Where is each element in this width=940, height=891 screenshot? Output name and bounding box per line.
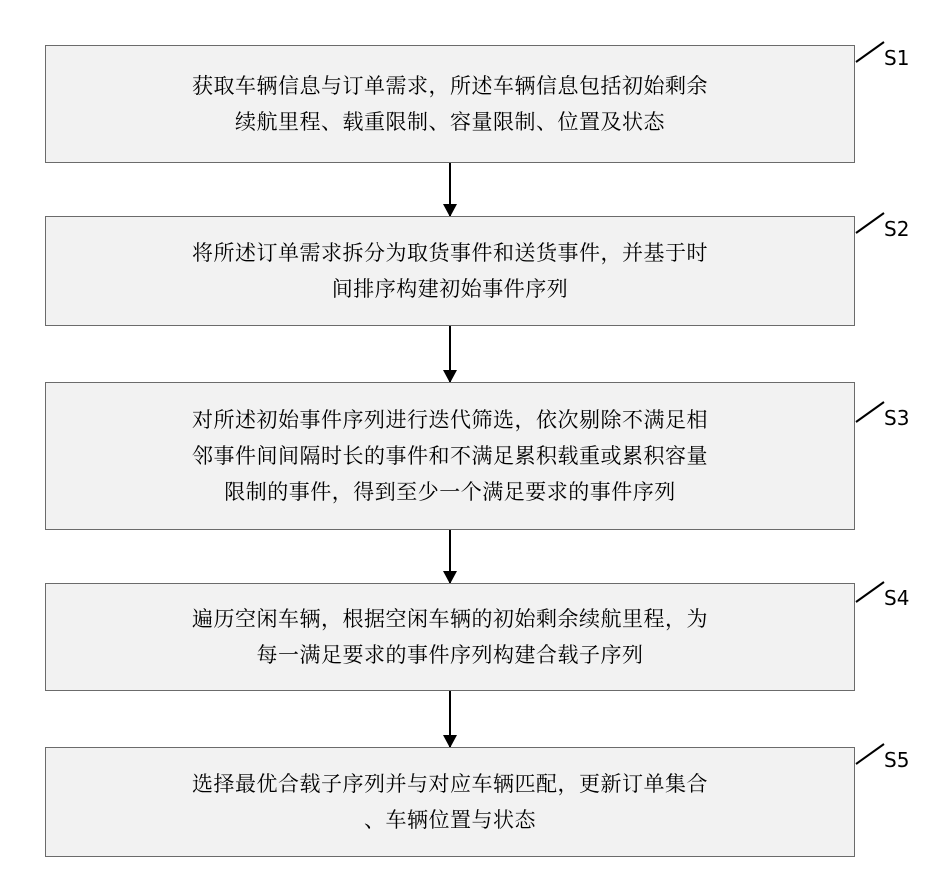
flow-step-s5-label: S5 [884,748,910,772]
label-tick-s3 [854,398,884,420]
arrow-s1-s2 [449,163,451,216]
flow-step-s4-text: 遍历空闲车辆，根据空闲车辆的初始剩余续航里程，为 每一满足要求的事件序列构建合载子序列 [192,607,708,667]
label-tick-s1 [854,38,884,60]
flow-step-s4 [45,583,855,691]
flow-step-s3 [45,382,855,530]
arrow-s3-s4 [449,530,451,583]
flow-step-s2-text: 将所述订单需求拆分为取货事件和送货事件，并基于时 间排序构建初始事件序列 [192,241,708,301]
flow-step-s3-label: S3 [884,406,910,430]
arrow-s4-s5 [449,691,451,747]
flow-step-s2 [45,216,855,326]
flow-step-s4-label: S4 [884,586,910,610]
arrow-s2-s3 [449,326,451,382]
flow-step-s1 [45,45,855,163]
label-tick-s4 [854,578,884,600]
label-tick-s5 [854,740,884,762]
flow-step-s3-text: 对所述初始事件序列进行迭代筛选，依次剔除不满足相 邻事件间间隔时长的事件和不满足累积载重或累积容量 限制的事件，得到至少一个满足要求的事件序列 [192,408,708,504]
flow-step-s5-text: 选择最优合载子序列并与对应车辆匹配，更新订单集合 、车辆位置与状态 [192,772,708,832]
flow-step-s1-text: 获取车辆信息与订单需求，所述车辆信息包括初始剩余 续航里程、载重限制、容量限制、位置及状态 [192,74,708,134]
flow-step-s5 [45,747,855,857]
flow-step-s2-label: S2 [884,217,910,241]
label-tick-s2 [854,209,884,231]
flow-step-s1-label: S1 [884,46,910,70]
